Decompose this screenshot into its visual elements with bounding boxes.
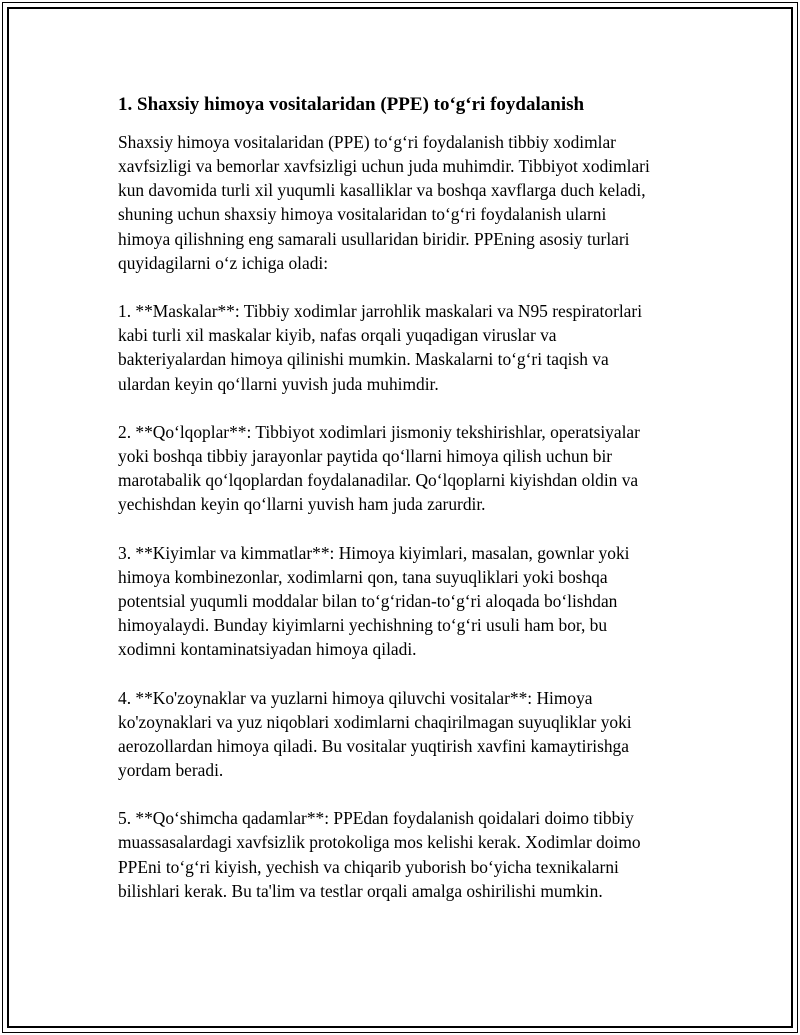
text-line: aerozollardan himoya qiladi. Bu vositalar yuqtirish xavfini kamaytirishga xyxy=(118,735,629,756)
text-line: yordam beradi. xyxy=(118,760,224,780)
text-line: quyidagilarni o‘z ichiga oladi: xyxy=(118,252,329,273)
text-line: xodimni kontaminatsiyadan himoya qiladi. xyxy=(118,639,417,660)
text-line: 5. **Qo‘shimcha qadamlar**: PPEdan foydalanish qoidalari doimo tibbiy xyxy=(118,808,634,829)
text-line: ulardan keyin qo‘llarni yuvish juda muhimdir. xyxy=(118,373,439,394)
text-line: 2. **Qo‘lqoplar**: Tibbiyot xodimlari jismoniy tekshirishlar, operatsiyalar xyxy=(118,421,640,442)
text-line: bakteriyalardan himoya qilinishi mumkin. Maskalarni to‘g‘ri taqish va xyxy=(118,349,609,370)
text-line: himoyalaydi. Bunday kiyimlarni yechishning to‘g‘ri usuli ham bor, bu xyxy=(118,615,608,636)
list-item-paragraph xyxy=(118,420,698,517)
text-line: 3. **Kiyimlar va kimmatlar**: Himoya kiyimlari, masalan, gownlar yoki xyxy=(118,542,630,563)
section-heading: 1. Shaxsiy himoya vositalaridan (PPE) to‘g‘ri foydalanish xyxy=(118,94,585,115)
text-line: PPEni to‘g‘ri kiyish, yechish va chiqarib yuborish bo‘yicha texnikalarni xyxy=(118,856,619,877)
text-line: yoki boshqa tibbiy jarayonlar paytida qo‘llarni himoya qilish uchun bir xyxy=(118,446,613,466)
text-line: bilishlari kerak. Bu ta'lim va testlar orqali amalga oshirilishi mumkin. xyxy=(118,880,603,901)
text-line: yechishdan keyin qo‘llarni yuvish ham juda zarurdir. xyxy=(118,494,486,515)
text-line: kabi turli xil maskalar kiyib, nafas orqali yuqadigan viruslar va xyxy=(118,325,557,346)
text-line: marotabalik qo‘lqoplardan foydalanadilar. Qo‘lqoplarni kiyishdan oldin va xyxy=(118,470,639,491)
text-line: potentsial yuqumli moddalar bilan to‘g‘ridan-to‘g‘ri aloqada bo‘lishdan xyxy=(118,590,618,611)
text-line: ko'zoynaklari va yuz niqoblari xodimlarni chaqirilmagan suyuqliklar yoki xyxy=(118,711,632,732)
text-line: himoya qilishning eng samarali usullaridan biridir. PPEning asosiy turlari xyxy=(118,228,630,249)
list-item-paragraph xyxy=(118,541,698,662)
text-line: 4. **Ko'zoynaklar va yuzlarni himoya qiluvchi vositalar**: Himoya xyxy=(118,687,593,708)
text-line: kun davomida turli xil yuqumli kasalliklar va boshqa xavflarga duch keladi, xyxy=(118,180,646,201)
list-item-paragraph xyxy=(118,686,698,783)
paragraph-list xyxy=(118,130,698,903)
text-line: Shaxsiy himoya vositalaridan (PPE) to‘g‘ri foydalanish tibbiy xodimlar xyxy=(118,132,616,152)
text-line: muassasalardagi xavfsizlik protokoliga mos kelishi kerak. Xodimlar doimo xyxy=(118,832,641,853)
list-item-paragraph xyxy=(118,806,698,903)
list-item-paragraph xyxy=(118,299,698,396)
text-line: xavfsizligi va bemorlar xavfsizligi uchun juda muhimdir. Tibbiyot xodimlari xyxy=(118,156,650,177)
text-line: 1. **Maskalar**: Tibbiy xodimlar jarrohlik maskalari va N95 respiratorlari xyxy=(118,301,643,322)
intro-paragraph xyxy=(118,130,698,275)
text-line: shuning uchun shaxsiy himoya vositalaridan to‘g‘ri foydalanish ularni xyxy=(118,204,607,225)
text-line: himoya kombinezonlar, xodimlarni qon, tana suyuqliklari yoki boshqa xyxy=(118,566,608,587)
document-body xyxy=(118,93,698,927)
